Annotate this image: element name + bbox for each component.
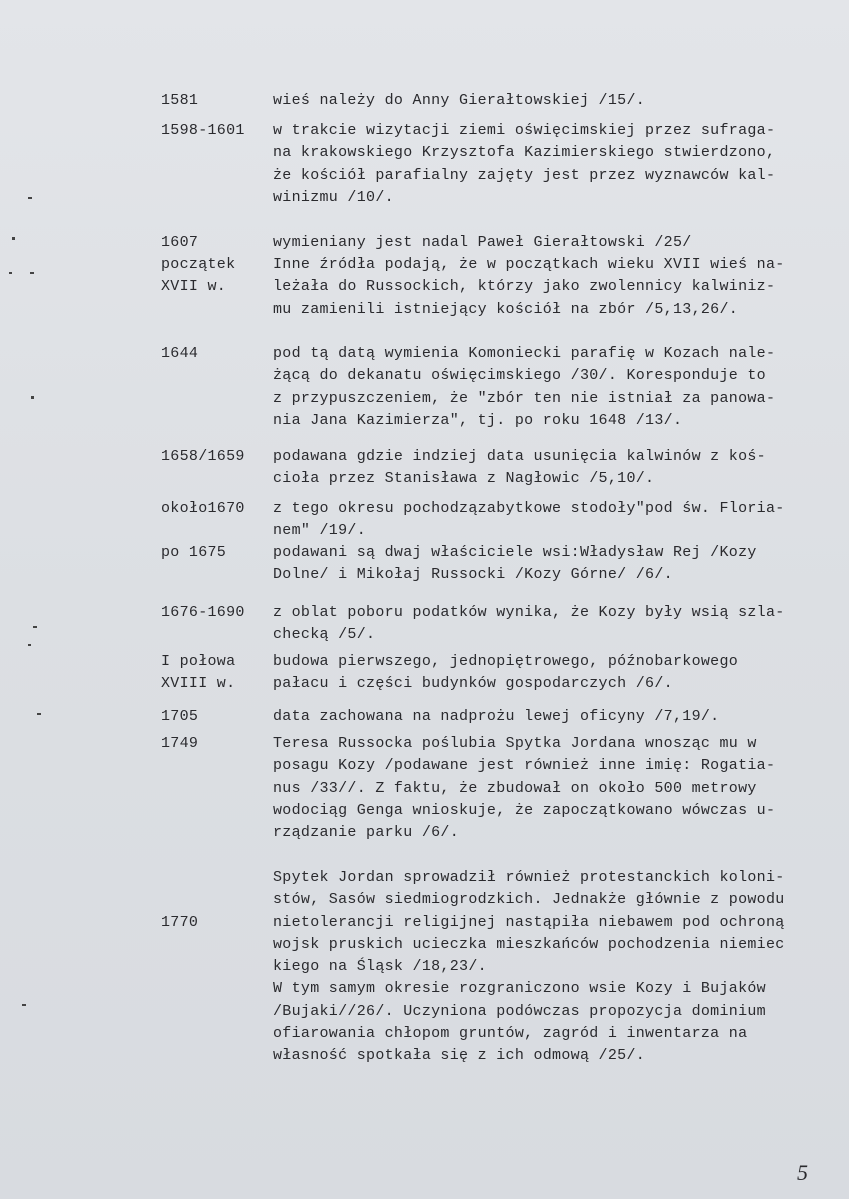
entry-text: [273, 254, 849, 321]
entry-text: [273, 542, 849, 587]
entry-text: [273, 232, 849, 254]
entry-date: [161, 343, 198, 365]
entry-text-line: żącą do dekanatu oświęcimskiego /30/. Koresponduje to: [273, 367, 766, 385]
entry-date-line: I połowa: [161, 653, 236, 670]
scan-speck: [28, 644, 31, 646]
entry-text-line: podawani są dwaj właściciele wsi:Władysław Rej /Kozy: [273, 544, 757, 561]
entry-text-line: mu zamienili istniejący kościół na zbór /5,13,26/.: [273, 300, 739, 318]
entry-date-line: 1676-1690: [161, 604, 245, 621]
entry-text-line: z oblat poboru podatków wynika, że Kozy były wsią szla-: [273, 604, 785, 621]
entry-date-line: [161, 867, 198, 889]
entry-text-line: że kościół parafialny zajęty jest przez wyznawców kal-: [273, 166, 776, 184]
entry-text-line: w trakcie wizytacji ziemi oświęcimskiej przez sufraga-: [273, 122, 776, 139]
scan-speck: [22, 1004, 26, 1006]
entry-text-line: leżała do Russockich, którzy jako zwolennicy kalwiniz-: [273, 278, 776, 296]
entry-text-line: podawana gdzie indziej data usunięcia kalwinów z koś-: [273, 448, 766, 465]
entry-text-line: W tym samym okresie rozgraniczono wsie Kozy i Bujaków: [273, 980, 766, 998]
scan-speck: [33, 626, 37, 628]
scan-speck: [37, 713, 41, 715]
entry-text-line: checką /5/.: [273, 626, 376, 644]
entry-date: [161, 120, 245, 142]
entry-text-line: na krakowskiego Krzysztofa Kazimierskiego stwierdzono,: [273, 144, 776, 162]
entry-text-line: budowa pierwszego, jednopiętrowego, późnobarkowego: [273, 653, 739, 670]
entry-date-line: 1770: [161, 913, 199, 931]
entry-text-line: Inne źródła podają, że w początkach wieku XVII wieś na-: [273, 256, 785, 273]
entry-date-line: XVII w.: [161, 278, 227, 296]
entry-date: [161, 867, 198, 934]
entry-text-line: wodociąg Genga wnioskuje, że zapoczątkowano wówczas u-: [273, 801, 776, 819]
entry-text-line: pałacu i części budynków gospodarczych /6/.: [273, 675, 673, 693]
entry-text-line: wieś należy do Anny Gierałtowskiej /15/.: [273, 92, 646, 109]
scan-speck: [9, 272, 12, 274]
entry-date: [161, 254, 235, 299]
entry-text-line: wymieniany jest nadal Paweł Gierałtowski /25/: [273, 234, 692, 251]
entry-date-line: początek: [161, 256, 236, 273]
entry-date-line: 1607: [161, 234, 199, 251]
entry-date-line: po 1675: [161, 544, 227, 561]
entry-text-line: rządzanie parku /6/.: [273, 824, 460, 842]
entry-text-line: winizmu /10/.: [273, 188, 394, 206]
entry-text-line: nietolerancji religijnej nastąpiła niebawem pod ochroną: [273, 913, 785, 931]
entry-date: [161, 651, 235, 696]
entry-date: [161, 498, 245, 520]
entry-date: [161, 232, 198, 254]
scan-speck: [12, 237, 15, 240]
entry-text-line: kiego na Śląsk /18,23/.: [273, 958, 487, 976]
entry-text-line: stów, Sasów siedmiogrodzkich. Jednakże głównie z powodu: [273, 891, 785, 909]
entry-date-line: 1598-1601: [161, 122, 245, 139]
scan-speck: [30, 272, 34, 274]
entry-text: [273, 867, 849, 1068]
entry-date-line: 1705: [161, 708, 199, 725]
entry-text-line: Teresa Russocka poślubia Spytka Jordana wnosząc mu w: [273, 735, 757, 752]
entry-text-line: Spytek Jordan sprowadził również protestanckich koloni-: [273, 869, 785, 886]
entry-text: [273, 602, 849, 647]
entry-text: [273, 706, 849, 728]
entry-date: [161, 706, 198, 728]
entry-text: [273, 733, 849, 844]
entry-text-line: posagu Kozy /podawane jest również inne imię: Rogatia-: [273, 757, 776, 775]
entry-date-line: 1644: [161, 345, 199, 362]
entry-text-line: wojsk pruskich ucieczka mieszkańców pochodzenia niemiec: [273, 935, 785, 953]
entry-date-line: 1658/1659: [161, 448, 245, 465]
entry-text-line: ofiarowania chłopom gruntów, zagród i inwentarza na: [273, 1025, 748, 1043]
entry-date: [161, 542, 226, 564]
entry-date: [161, 446, 245, 468]
entry-text-line: z przypuszczeniem, że "zbór ten nie istniał za panowa-: [273, 389, 776, 407]
entry-text-line: własność spotkała się z ich odmową /25/.: [273, 1047, 646, 1065]
entry-text-line: nus /33//. Z faktu, że zbudował on około 500 metrowy: [273, 779, 757, 797]
entry-date-line: XVIII w.: [161, 675, 236, 693]
scan-speck: [31, 396, 34, 399]
entry-text: [273, 446, 849, 491]
entry-text-line: nia Jana Kazimierza", tj. po roku 1648 /13/.: [273, 411, 683, 429]
entry-text-line: cioła przez Stanisława z Nagłowic /5,10/.: [273, 470, 655, 488]
entry-date-line: 1749: [161, 735, 199, 752]
entry-text: [273, 120, 849, 209]
entry-date-line: 1581: [161, 92, 199, 109]
entry-date-line: około1670: [161, 500, 245, 517]
entry-text-line: /Bujaki//26/. Uczyniona podówczas propozycja dominium: [273, 1002, 766, 1020]
entry-text: [273, 90, 849, 112]
scan-speck: [28, 197, 32, 199]
entry-date: [161, 90, 198, 112]
page-number: 5: [797, 1160, 808, 1185]
entry-date-line: [161, 889, 198, 911]
entry-text-line: z tego okresu pochodzązabytkowe stodoły"pod św. Floria-: [273, 500, 785, 517]
entry-text: [273, 343, 849, 432]
entry-text: [273, 651, 849, 696]
entry-text-line: pod tą datą wymienia Komoniecki parafię w Kozach nale-: [273, 345, 776, 362]
entry-text-line: Dolne/ i Mikołaj Russocki /Kozy Górne/ /6/.: [273, 566, 673, 584]
entry-text: [273, 498, 849, 543]
entry-text-line: data zachowana na nadprożu lewej oficyny /7,19/.: [273, 708, 720, 725]
entry-date: [161, 733, 198, 755]
entry-date: [161, 602, 245, 624]
entry-text-line: nem" /19/.: [273, 522, 367, 540]
